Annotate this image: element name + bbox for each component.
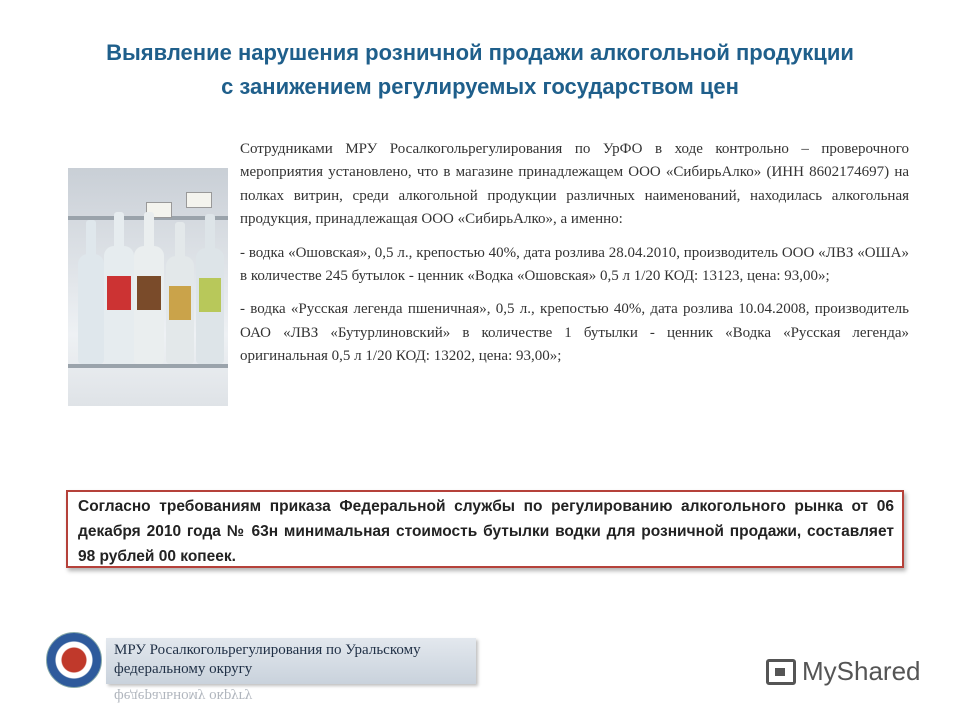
footer-org-reflection: федеральному округу: [114, 688, 253, 704]
product-item-2: - водка «Русская легенда пшеничная», 0,5 л., крепостью 40%, дата розлива 10.04.2008, производитель ОАО «ЛВЗ «Бутурлиновский» в количестве 1 бутылки - ценник «Водка «Русская легенда» оригинальная 0,5 л 1/20 КОД: 13202, цена: 93,00»;: [240, 301, 909, 365]
brand-name: MyShared: [802, 656, 921, 686]
slide-title: [20, 36, 940, 104]
notice-text: Согласно требованиям приказа Федеральной службы по регулированию алкогольного рынка от 06 декабря 2010 года № 63н минимальная стоимость бутылки водки для розничной продажи, составляет 98 рублей 00 копеек.: [78, 498, 894, 565]
title-line-1: Выявление нарушения розничной продажи алкогольной продукции: [106, 40, 854, 65]
product-item-1: - водка «Ошовская», 0,5 л., крепостью 40%, дата розлива 28.04.2010, производитель ООО «ЛВЗ «ОША» в количестве 245 бутылок - ценник «Водка «Ошовская» 0,5 л 1/20 КОД: 13123, цена: 93,00»;: [240, 244, 909, 285]
footer-org-name: МРУ Росалкогольрегулирования по Уральскому федеральному округу: [114, 642, 421, 677]
title-line-2: с занижением регулируемых государством цен: [221, 74, 739, 99]
presentation-icon: [766, 659, 796, 685]
vodka-bottles-photo: [68, 168, 228, 406]
intro-paragraph: Сотрудниками МРУ Росалкогольрегулирования по УрФО в ходе контрольно – проверочного мероприятия установлено, что в магазине принадлежащем ООО «СибирьАлко» (ИНН 8602174697) на полках витрин, среди алкогольной продукции различных наименований, находилась алкогольная продукция, принадлежащая ООО «СибирьАлко», а именно:: [240, 141, 909, 228]
violation-description: [240, 138, 909, 379]
myshared-watermark[interactable]: [766, 656, 921, 687]
regulation-notice-box: [66, 490, 904, 568]
urfo-emblem-icon: [46, 632, 102, 688]
